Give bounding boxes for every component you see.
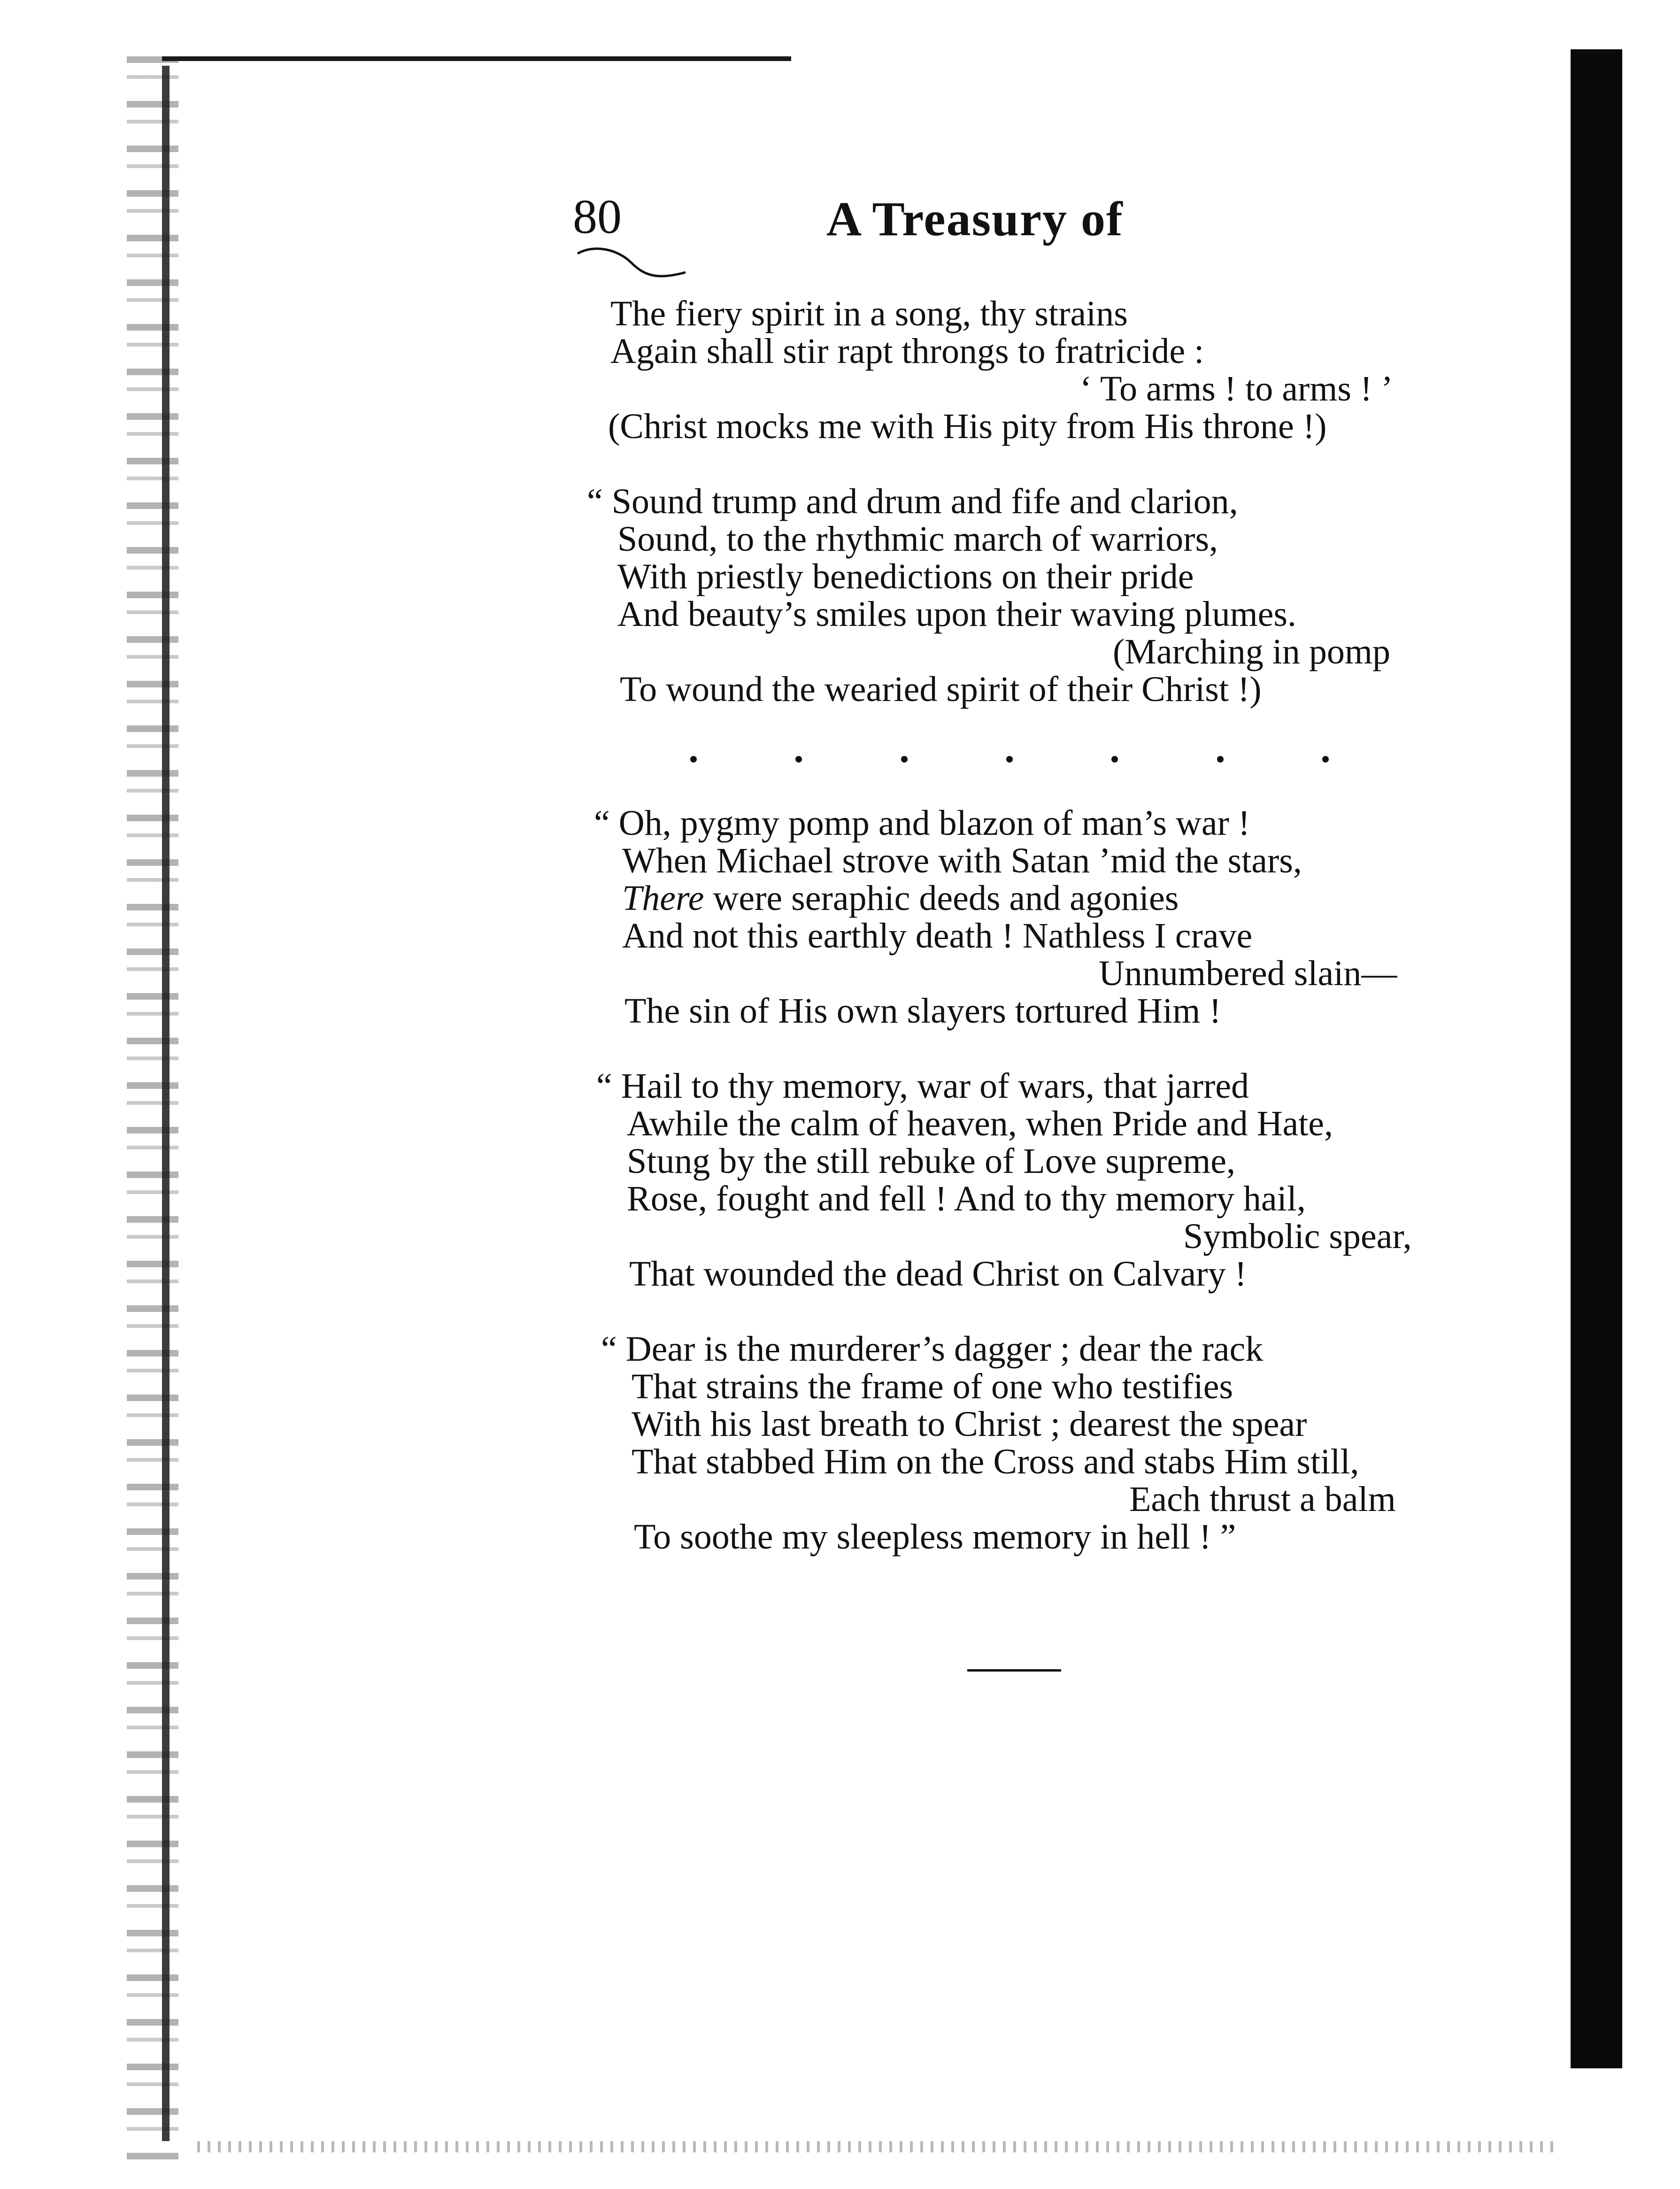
poem-line: And not this earthly death ! Nathless I crave	[622, 916, 1253, 956]
ellipsis-dot	[1217, 756, 1224, 763]
poem-line: Again shall stir rapt throngs to fratricide :	[610, 331, 1204, 371]
scan-top-margin-line	[162, 56, 791, 61]
poem-line: With his last breath to Christ ; dearest the spear	[632, 1404, 1307, 1444]
poem-line-indented: Each thrust a balm	[1129, 1480, 1396, 1519]
poem-line: “ Sound trump and drum and fife and clarion,	[587, 482, 1238, 521]
closing-rule	[967, 1669, 1061, 1672]
poem-line: Stung by the still rebuke of Love supreme,	[627, 1141, 1235, 1181]
poem-line: To soothe my sleepless memory in hell ! ”	[634, 1517, 1236, 1557]
italic-word: There	[622, 879, 704, 918]
poem-line-indented: Symbolic spear,	[1183, 1217, 1412, 1256]
ellipsis-dot	[1006, 756, 1013, 763]
poem-line: To wound the wearied spirit of their Christ !)	[620, 670, 1262, 709]
poem-line: “ Oh, pygmy pomp and blazon of man’s war !	[594, 803, 1250, 843]
handwritten-flourish-mark	[575, 244, 688, 301]
poem-line: The fiery spirit in a song, thy strains	[610, 294, 1128, 333]
poem-line-indented: ‘ To arms ! to arms ! ’	[1080, 369, 1393, 409]
poem-line-rest: were seraphic deeds and agonies	[704, 879, 1179, 918]
ellipsis-dot	[1322, 756, 1329, 763]
scan-left-margin-line	[162, 66, 170, 2141]
scan-left-edge-noise	[127, 56, 178, 2160]
poem-line: Sound, to the rhythmic march of warriors,	[617, 519, 1218, 559]
poem-line	[622, 880, 1179, 916]
poem-line: With priestly benedictions on their pride	[617, 557, 1194, 596]
scan-bottom-edge-noise	[197, 2141, 1559, 2152]
poem-line: And beauty’s smiles upon their waving plumes.	[617, 594, 1296, 634]
poem-line: That stabbed Him on the Cross and stabs Him still,	[632, 1442, 1359, 1481]
poem-line: “ Dear is the murderer’s dagger ; dear the rack	[601, 1329, 1264, 1369]
ellipsis-dot	[1111, 756, 1118, 763]
poem-line-indented: (Marching in pomp	[1113, 632, 1391, 671]
poem-line: Rose, fought and fell ! And to thy memory hail,	[627, 1179, 1306, 1218]
poem-line-indented: Unnumbered slain—	[1099, 954, 1397, 993]
poem-line: The sin of His own slayers tortured Him !	[624, 991, 1221, 1031]
poem-line: “ Hail to thy memory, war of wars, that jarred	[596, 1066, 1249, 1106]
poem-line: When Michael strove with Satan ’mid the stars,	[622, 841, 1302, 880]
poem-line: (Christ mocks me with His pity from His throne !)	[608, 407, 1327, 446]
poem-line: That wounded the dead Christ on Calvary !	[629, 1254, 1247, 1294]
scan-right-binding-shadow	[1571, 49, 1622, 2068]
poem-line: That strains the frame of one who testifies	[632, 1367, 1233, 1406]
ellipsis-dot	[901, 756, 908, 763]
running-title: A Treasury of	[826, 192, 1124, 246]
stanza-break-ellipsis	[690, 756, 1329, 763]
ellipsis-dot	[690, 756, 697, 763]
poem-line: Awhile the calm of heaven, when Pride and Hate,	[627, 1104, 1333, 1143]
ellipsis-dot	[795, 756, 802, 763]
page-number: 80	[573, 190, 622, 244]
